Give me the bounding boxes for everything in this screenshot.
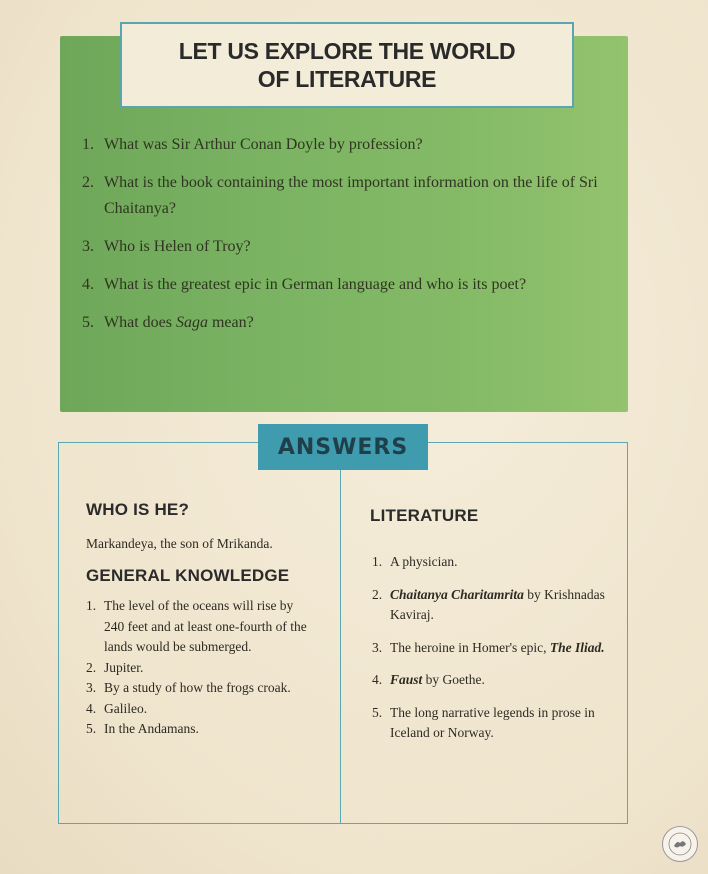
item-number: 3. bbox=[372, 639, 383, 655]
item-text: Galileo. bbox=[104, 700, 148, 716]
literature-heading: LITERATURE bbox=[370, 506, 479, 525]
general-knowledge-list bbox=[86, 596, 312, 740]
item-number: 3. bbox=[86, 680, 97, 695]
list-item bbox=[86, 678, 312, 699]
who-is-he-heading: WHO IS HE? bbox=[86, 500, 190, 519]
quiz-question bbox=[78, 234, 618, 260]
item-title: Faust bbox=[390, 672, 423, 687]
item-number: 1. bbox=[372, 554, 383, 569]
item-title: Chaitanya Charitamrita bbox=[390, 586, 524, 602]
item-text: By a study of how the frogs croak. bbox=[104, 680, 291, 695]
item-number: 2. bbox=[86, 659, 97, 675]
list-item bbox=[86, 596, 312, 658]
list-item bbox=[372, 585, 612, 626]
list-item bbox=[86, 658, 312, 679]
quiz-title-line-1: LET US EXPLORE THE WORLD bbox=[178, 38, 516, 64]
item-title: The Iliad. bbox=[549, 639, 605, 655]
general-knowledge-heading: GENERAL KNOWLEDGE bbox=[86, 566, 290, 585]
item-text: The level of the oceans will rise by 240 feet and at least one-fourth of the lands would be submerged. bbox=[104, 598, 307, 654]
list-item bbox=[372, 638, 612, 659]
question-number: 5. bbox=[82, 314, 94, 331]
item-text: Jupiter. bbox=[104, 659, 144, 675]
question-text: What is the book containing the most important information on the life of Sri Chaitanya? bbox=[104, 174, 598, 217]
item-number: 1. bbox=[86, 598, 97, 613]
answers-column-divider bbox=[340, 470, 341, 824]
literature-answer-list bbox=[372, 552, 612, 756]
question-text: mean? bbox=[207, 314, 254, 331]
question-text: Who is Helen of Troy? bbox=[104, 238, 251, 255]
item-text: by Goethe. bbox=[422, 672, 485, 687]
list-item bbox=[86, 699, 312, 720]
watermark-icon bbox=[667, 831, 693, 857]
question-text: What is the greatest epic in German language and who is its poet? bbox=[104, 276, 527, 293]
item-number: 4. bbox=[372, 672, 383, 687]
watermark-stamp bbox=[662, 826, 698, 862]
question-number: 4. bbox=[82, 276, 94, 293]
list-item bbox=[372, 703, 612, 744]
quiz-question-list bbox=[78, 132, 618, 348]
answers-banner-label: ANSWERS bbox=[277, 434, 409, 460]
item-text: by Krishnadas Kaviraj. bbox=[390, 586, 605, 622]
item-text: The long narrative legends in prose in Iceland or Norway. bbox=[390, 704, 595, 740]
quiz-question bbox=[78, 170, 618, 222]
list-item bbox=[86, 719, 312, 740]
question-text: What does bbox=[104, 314, 176, 331]
item-text: In the Andamans. bbox=[104, 721, 199, 736]
item-text: A physician. bbox=[390, 554, 458, 569]
answers-banner bbox=[258, 424, 428, 470]
question-number: 3. bbox=[82, 238, 94, 255]
who-is-he-answer: Markandeya, the son of Mrikanda. bbox=[86, 536, 273, 551]
question-text-italic: Saga bbox=[175, 314, 208, 331]
item-number: 5. bbox=[86, 721, 97, 736]
list-item bbox=[372, 670, 612, 691]
item-text: The heroine in Homer's epic, bbox=[390, 639, 550, 655]
quiz-question bbox=[78, 310, 618, 336]
list-item bbox=[372, 552, 612, 573]
question-number: 2. bbox=[82, 174, 94, 191]
quiz-title-line-2: OF LITERATURE bbox=[257, 66, 437, 92]
item-number: 5. bbox=[372, 704, 383, 720]
quiz-question bbox=[78, 132, 618, 158]
quiz-question bbox=[78, 272, 618, 298]
item-number: 4. bbox=[86, 700, 97, 716]
quiz-title-box bbox=[120, 22, 574, 108]
question-text: What was Sir Arthur Conan Doyle by profession? bbox=[104, 136, 423, 153]
item-number: 2. bbox=[372, 586, 383, 602]
question-number: 1. bbox=[82, 136, 94, 153]
